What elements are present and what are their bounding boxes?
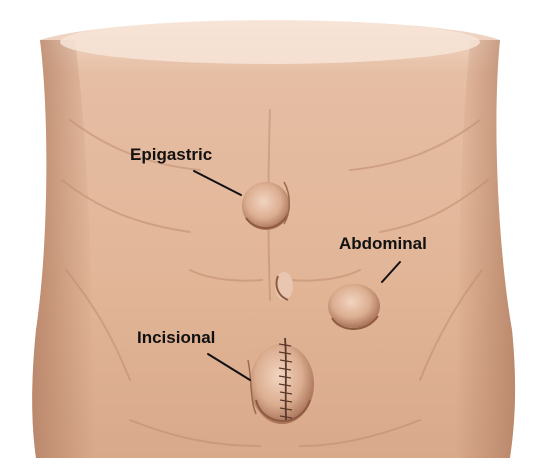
- incisional-label: Incisional: [137, 328, 216, 347]
- epigastric-label: Epigastric: [130, 145, 213, 164]
- abdominal-hernia: [328, 284, 380, 329]
- epigastric-hernia: [242, 182, 290, 230]
- abdominal-label: Abdominal: [339, 234, 427, 253]
- chest-highlight: [60, 20, 480, 64]
- navel: [275, 272, 293, 300]
- incision-line: [285, 338, 286, 420]
